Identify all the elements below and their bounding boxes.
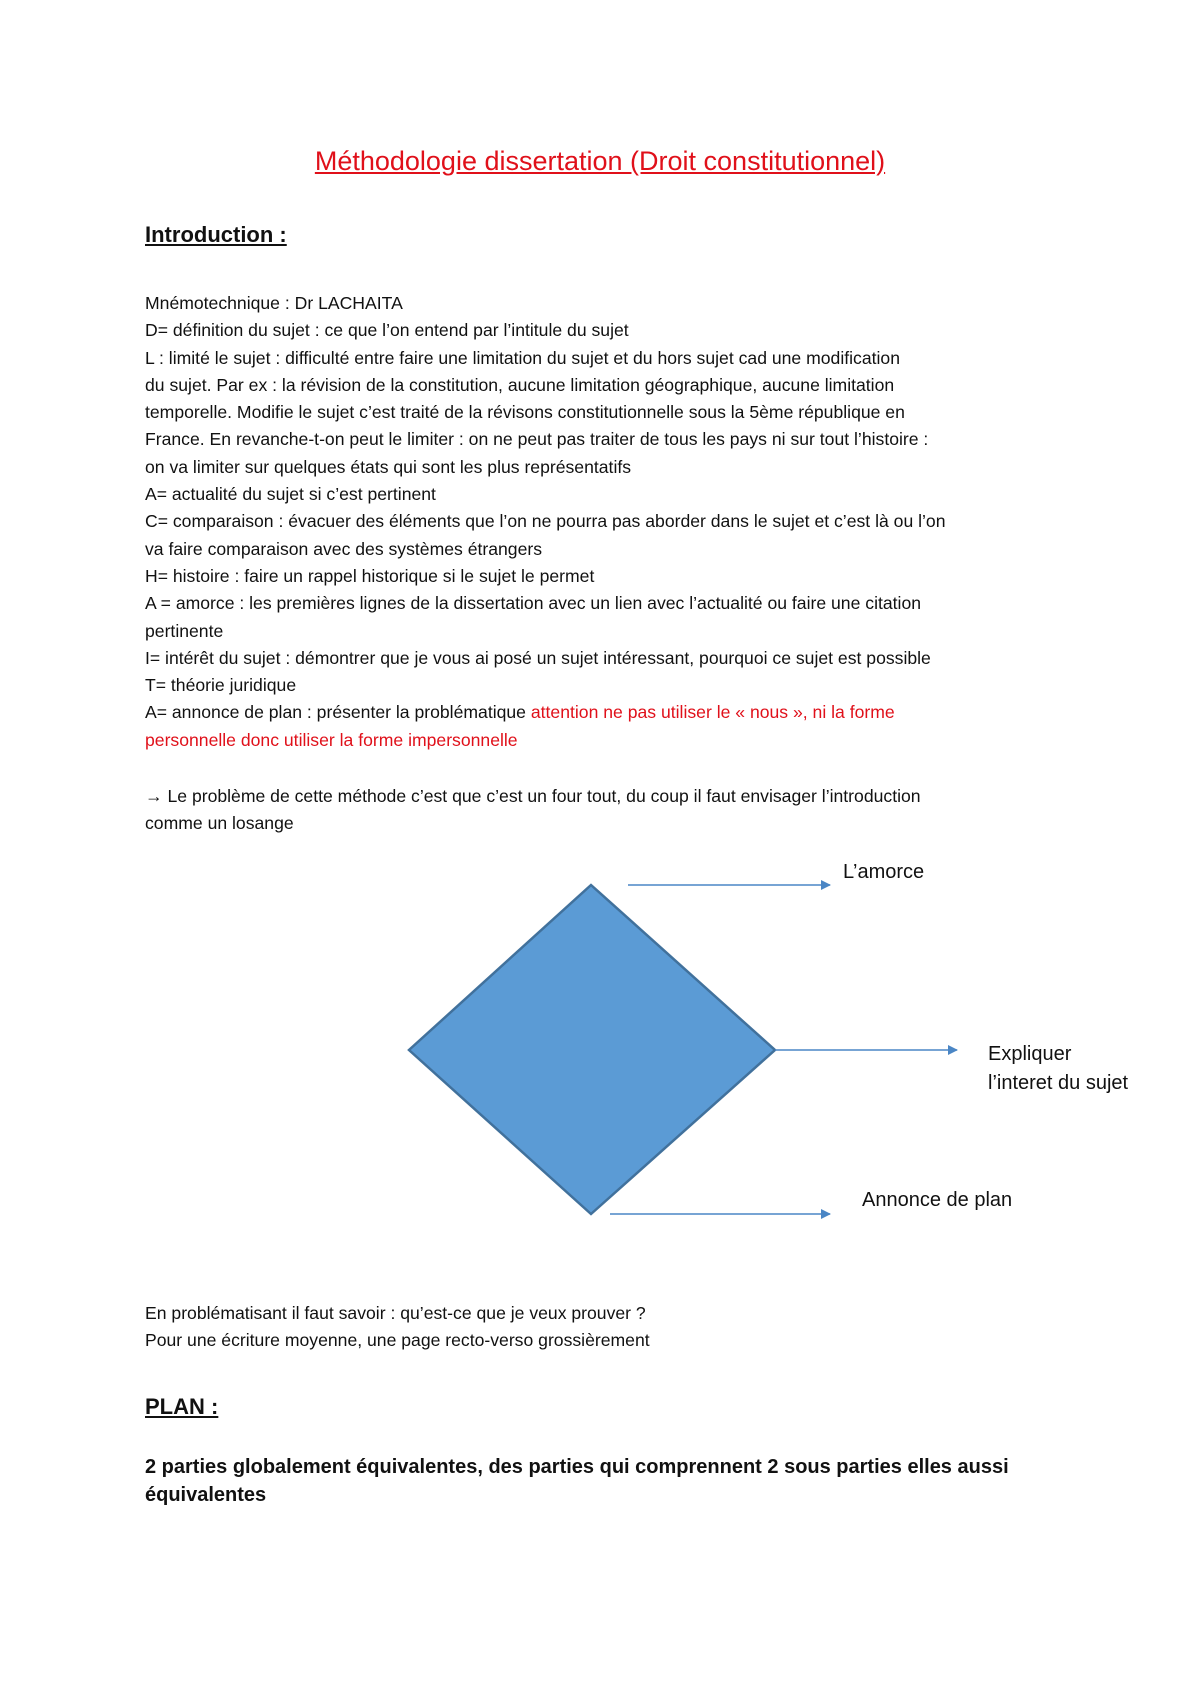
diamond-shape: [409, 885, 775, 1214]
losange-text: Le problème de cette méthode c’est que c’est un four tout, du coup il faut envisager l’introduction: [162, 786, 921, 806]
tail-line-1: En problématisant il faut savoir : qu’est-ce que je veux prouver ?: [145, 1303, 646, 1323]
label-expliquer: Expliquer: [988, 1043, 1072, 1065]
text-line: I= intérêt du sujet : démontrer que je vous ai posé un sujet intéressant, pourquoi ce sujet est possible: [145, 647, 931, 668]
label-amorce: L’amorce: [843, 861, 925, 883]
annonce-prefix: A= annonce de plan : présenter la problématique: [145, 702, 531, 723]
text-line: L : limité le sujet : difficulté entre faire une limitation du sujet et du hors sujet cad une modification: [145, 347, 900, 368]
text-line: on va limiter sur quelques états qui sont les plus représentatifs: [145, 456, 632, 477]
text-line: France. En revanche-t-on peut le limiter : on ne peut pas traiter de tous les pays ni sur tout l’histoire :: [145, 429, 929, 450]
losange-line-2: comme un losange: [145, 813, 294, 834]
plan-text-line-2: équivalentes: [145, 1484, 267, 1506]
text-line: pertinente: [145, 620, 224, 641]
right-arrow-icon: →: [145, 786, 163, 806]
losange-line: [145, 783, 921, 810]
text-line: temporelle. Modifie le sujet c’est traité de la révisons constitutionnelle sous la 5ème république en: [145, 402, 905, 423]
label-interet: l’interet du sujet: [988, 1072, 1129, 1094]
text-line: H= histoire : faire un rappel historique si le sujet le permet: [145, 565, 595, 586]
text-line: du sujet. Par ex : la révision de la constitution, aucune limitation géographique, aucune limitation: [145, 374, 895, 395]
introduction-heading: Introduction :: [145, 222, 287, 247]
text-line: va faire comparaison avec des systèmes étrangers: [145, 538, 543, 559]
text-line: A = amorce : les premières lignes de la dissertation avec un lien avec l’actualité ou faire une citation: [145, 593, 922, 614]
problematisation-paragraph: [145, 1300, 650, 1355]
annonce-line: [145, 699, 1070, 726]
tail-line-2: Pour une écriture moyenne, une page recto-verso grossièrement: [145, 1330, 650, 1351]
annonce-warning-continued: personnelle donc utiliser la forme impersonnelle: [145, 729, 518, 750]
losange-paragraph: [145, 783, 921, 838]
document-title: Méthodologie dissertation (Droit constitutionnel): [314, 146, 886, 176]
text-line: T= théorie juridique: [145, 675, 297, 696]
text-line: D= définition du sujet : ce que l’on entend par l’intitule du sujet: [145, 320, 629, 341]
introduction-body: [145, 290, 1070, 754]
plan-text: [145, 1453, 1065, 1509]
label-annonce: Annonce de plan: [862, 1189, 1013, 1211]
mnemonic-line: Mnémotechnique : Dr LACHAITA: [145, 293, 403, 313]
plan-text-line-1: 2 parties globalement équivalentes, des parties qui comprennent 2 sous parties elles aussi: [145, 1456, 1009, 1478]
text-line: A= actualité du sujet si c’est pertinent: [145, 484, 436, 505]
text-line: C= comparaison : évacuer des éléments que l’on ne pourra pas aborder dans le sujet et c’est là ou l’on: [145, 511, 946, 532]
plan-heading: PLAN :: [145, 1394, 219, 1419]
annonce-warning: attention ne pas utiliser le « nous », ni la forme: [530, 702, 895, 723]
